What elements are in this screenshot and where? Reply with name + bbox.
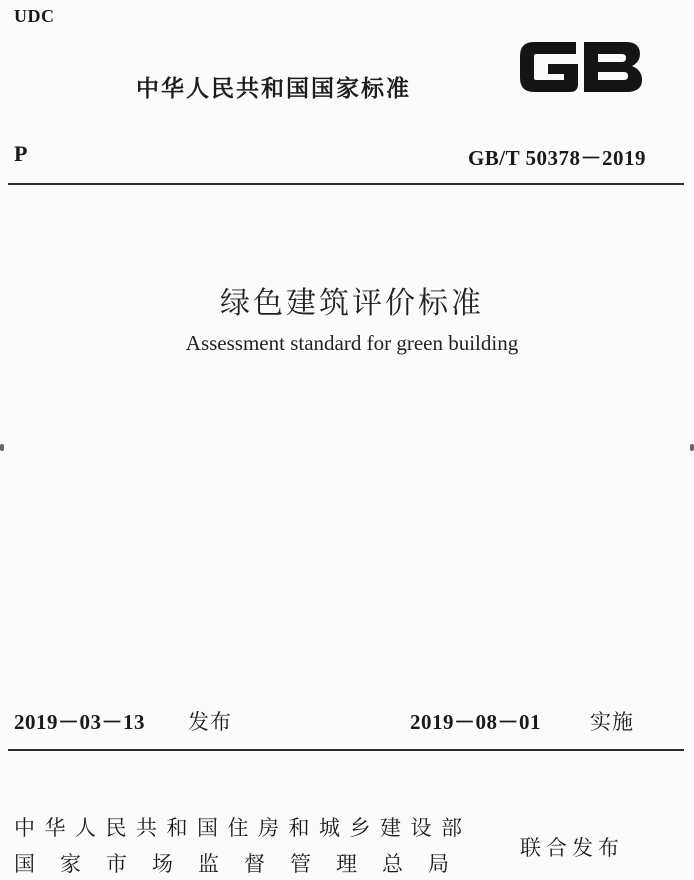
left-edge-mark	[0, 444, 4, 451]
gb-logo-g-mark	[520, 42, 578, 92]
national-standard-title: 中华人民共和国国家标准	[136, 76, 411, 102]
standard-number: GB/T 50378－2019	[467, 146, 646, 170]
implementation-date: 2019－08－01	[410, 710, 541, 734]
standard-title-chinese: 绿色建筑评价标准	[220, 286, 484, 321]
udc-label: UDC	[14, 6, 55, 26]
gb-logo	[514, 32, 646, 102]
bottom-divider	[8, 749, 684, 751]
joint-issue-label: 联合发布	[520, 836, 624, 860]
category-code: P	[14, 141, 28, 166]
top-divider	[8, 183, 684, 185]
issue-label: 发布	[188, 710, 232, 734]
gb-logo-b-mark	[584, 42, 642, 92]
issuer-ministry: 中华人民共和国住房和城乡建设部	[14, 816, 472, 840]
issue-date: 2019－03－13	[14, 710, 145, 734]
right-edge-mark	[690, 444, 694, 451]
implementation-label: 实施	[590, 710, 634, 734]
standard-title-english: Assessment standard for green building	[185, 331, 519, 355]
issuer-administration: 国家市场监督管理总局	[14, 852, 474, 876]
